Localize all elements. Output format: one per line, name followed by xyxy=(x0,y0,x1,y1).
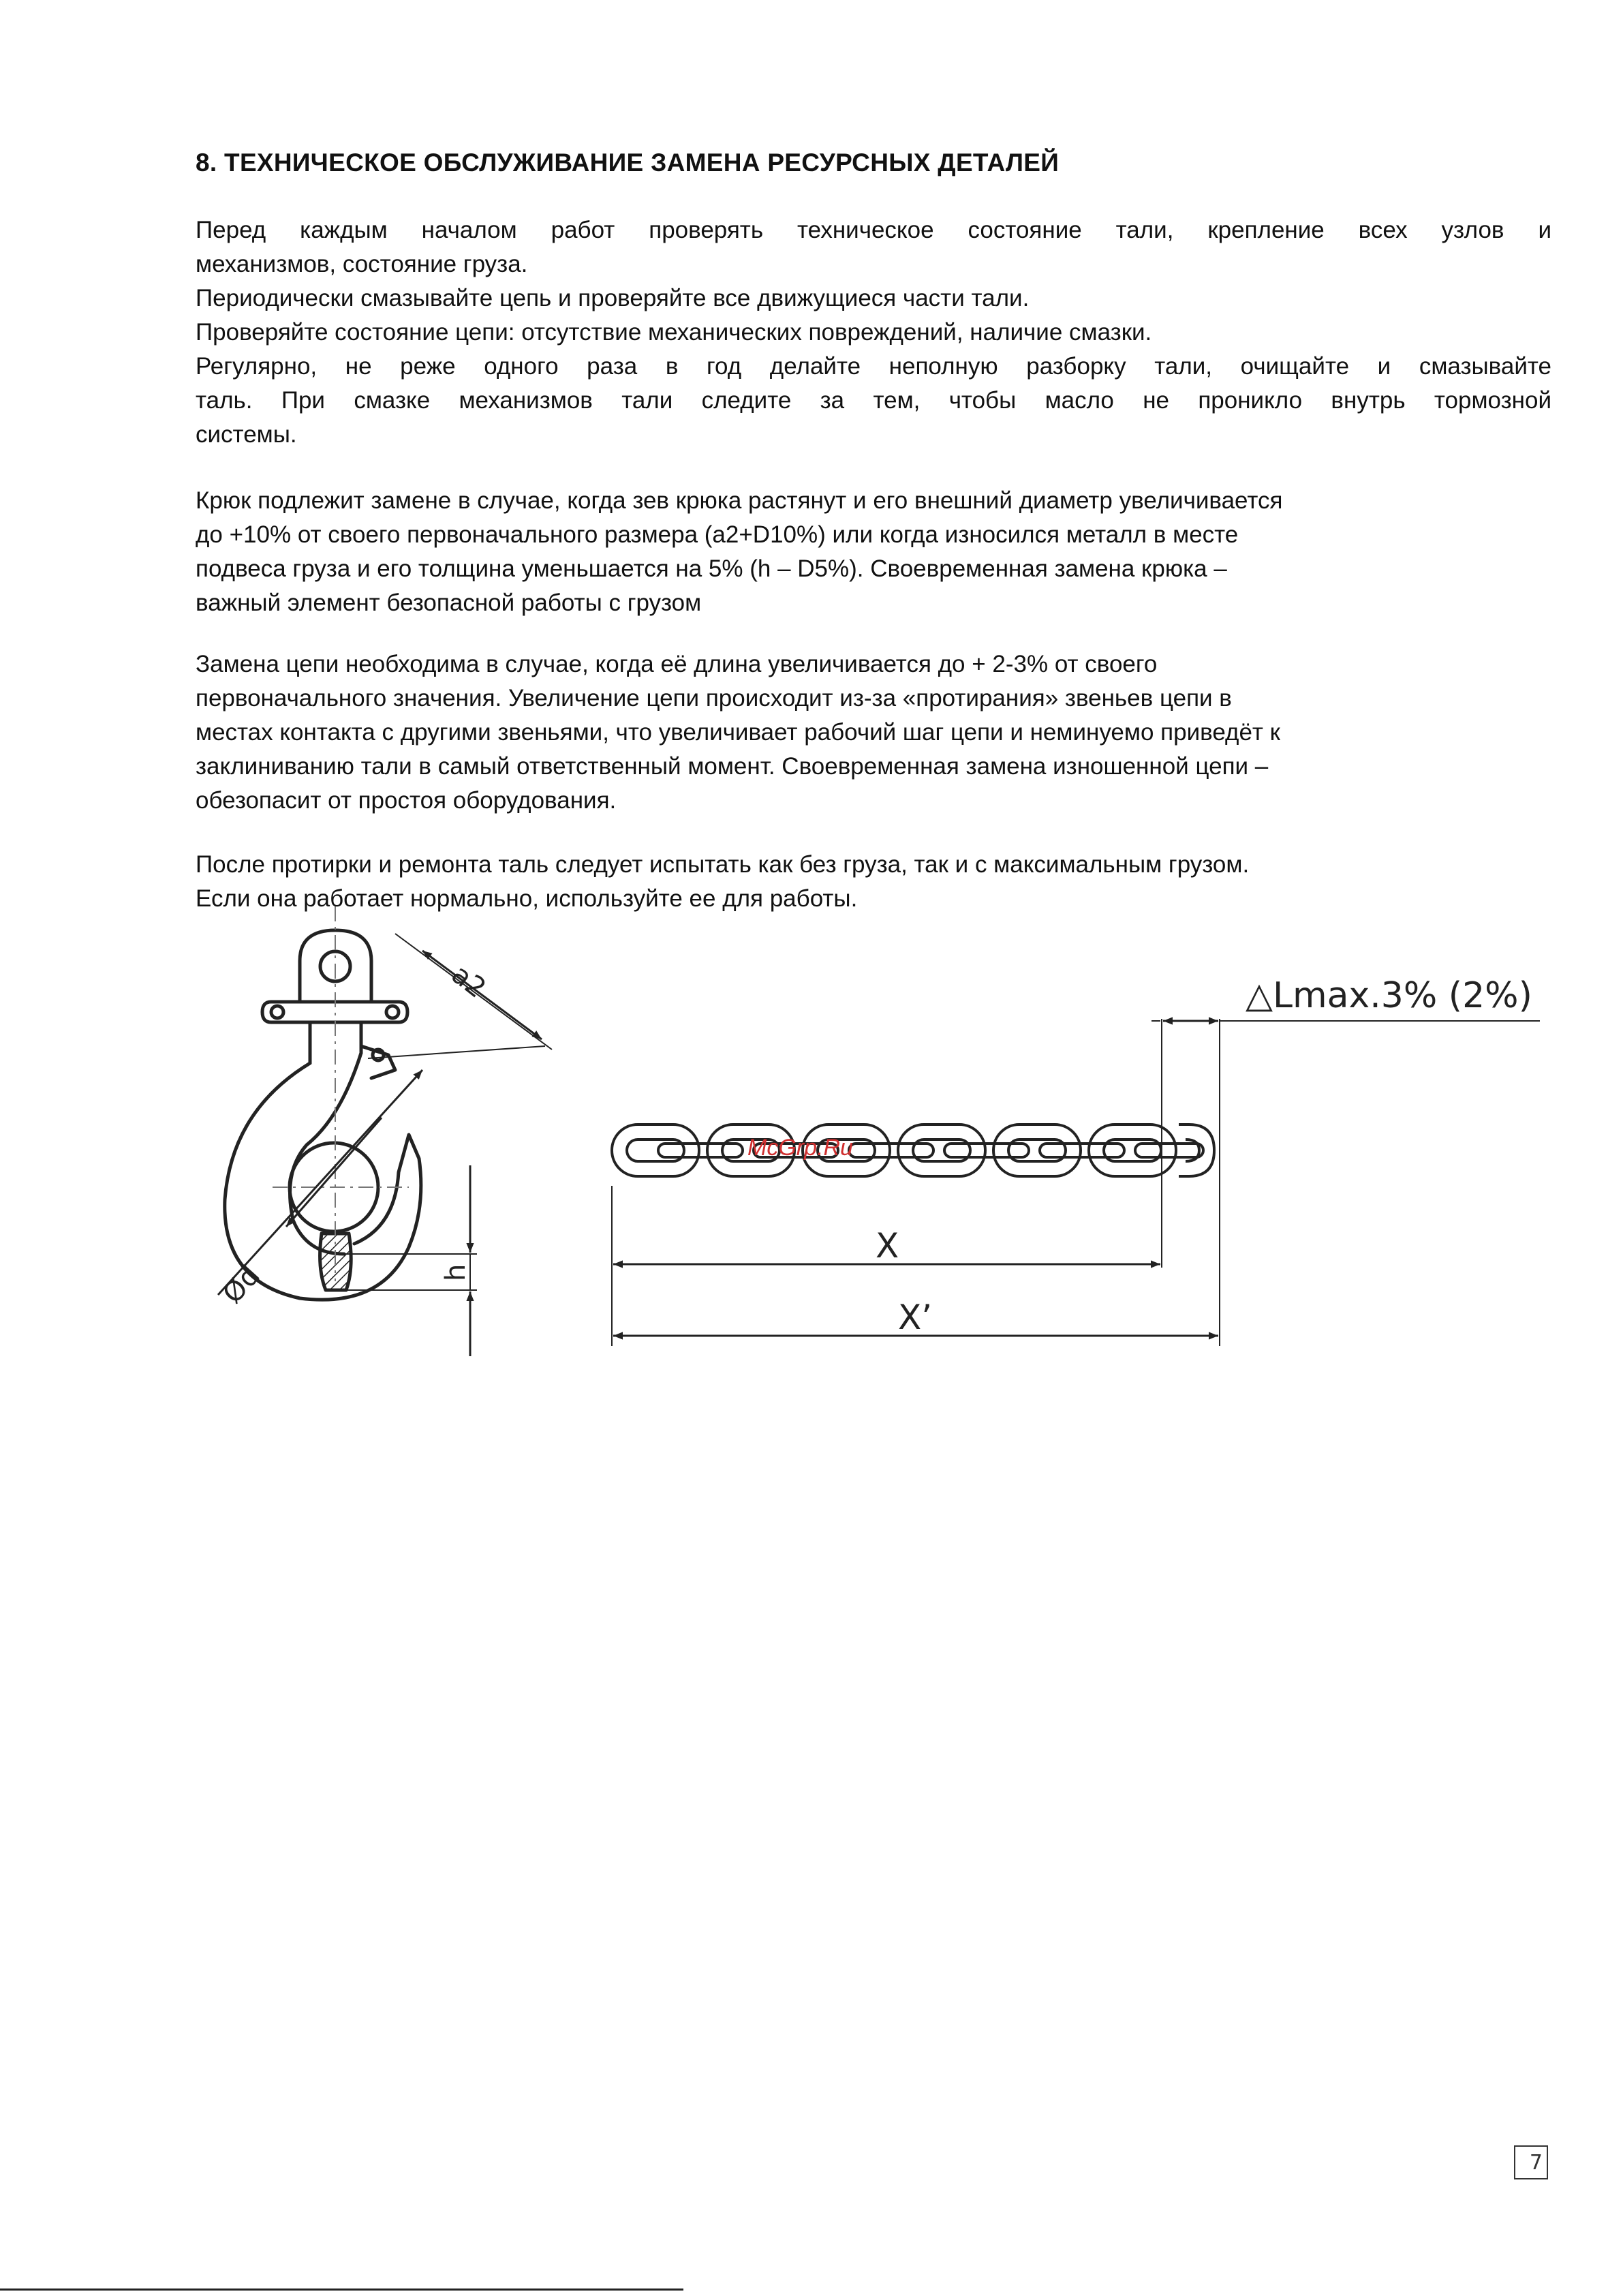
chain-link xyxy=(993,1124,1081,1176)
section-heading: 8. ТЕХНИЧЕСКОЕ ОБСЛУЖИВАНИЕ ЗАМЕНА РЕСУРСНЫХ ДЕТАЛЕЙ xyxy=(196,149,1060,177)
label-delta-lmax: △Lmax.3% (2%) xyxy=(1246,975,1532,1016)
text-line: Замена цепи необходима в случае, когда её длина увеличивается до + 2-3% от своего xyxy=(196,651,1158,677)
chain-link xyxy=(1089,1124,1176,1176)
chain-link-partial xyxy=(1179,1124,1214,1176)
label-x: X xyxy=(876,1226,899,1266)
page-number: 7 xyxy=(1514,2145,1548,2179)
text-line: важный элемент безопасной работы с грузом xyxy=(196,590,702,616)
text-line: местах контакта с другими звеньями, что увеличивает рабочий шаг цепи и неминуемо приведёт к xyxy=(196,719,1280,746)
text-line: механизмов, состояние груза. xyxy=(196,251,528,277)
text-line: Крюк подлежит замене в случае, когда зев крюка растянут и его внешний диаметр увеличивается xyxy=(196,487,1283,514)
chain-drawing xyxy=(612,1124,1214,1176)
watermark-text: McGrp.Ru xyxy=(747,1135,853,1161)
text-line: Перед каждым началом работ проверять техническое состояние тали, крепление всех узлов и xyxy=(196,217,1551,243)
text-line: до +10% от своего первоначального размера (а2+D10%) или когда износился металл в месте xyxy=(196,521,1239,548)
text-line: Периодически смазывайте цепь и проверяйте все движущиеся части тали. xyxy=(196,285,1030,311)
text-line: таль. При смазке механизмов тали следите за тем, чтобы масло не проникло внутрь тормозной xyxy=(196,387,1551,414)
chain-dimensions xyxy=(612,1019,1540,1346)
hook-dimensions xyxy=(218,934,552,1356)
footer-rule xyxy=(0,2289,683,2291)
text-line: системы. xyxy=(196,421,297,448)
label-h: h xyxy=(440,1264,472,1281)
label-x-prime: X’ xyxy=(898,1298,933,1337)
text-line: После протирки и ремонта таль следует испытать как без груза, так и с максимальным грузом. xyxy=(196,851,1250,878)
text-line: Проверяйте состояние цепи: отсутствие механических повреждений, наличие смазки. xyxy=(196,319,1152,346)
chain-link xyxy=(898,1124,985,1176)
text-line: заклиниванию тали в самый ответственный момент. Своевременная замена изношенной цепи – xyxy=(196,753,1269,780)
text-line: подвеса груза и его толщина уменьшается на 5% (h – D5%). Своевременная замена крюка – xyxy=(196,555,1227,582)
text-line: первоначального значения. Увеличение цепи происходит из-за «протирания» звеньев цепи в xyxy=(196,685,1232,711)
text-line: обезопасит от простоя оборудования. xyxy=(196,787,617,814)
chain-link xyxy=(612,1124,699,1176)
text-line: Если она работает нормально, используйте ее для работы. xyxy=(196,885,858,912)
label-diameter: Ød xyxy=(217,1259,266,1310)
text-line: Регулярно, не реже одного раза в год делайте неполную разборку тали, очищайте и смазывайте xyxy=(196,353,1551,380)
label-a2: a2 xyxy=(445,958,492,1005)
hook-drawing xyxy=(225,930,421,1300)
